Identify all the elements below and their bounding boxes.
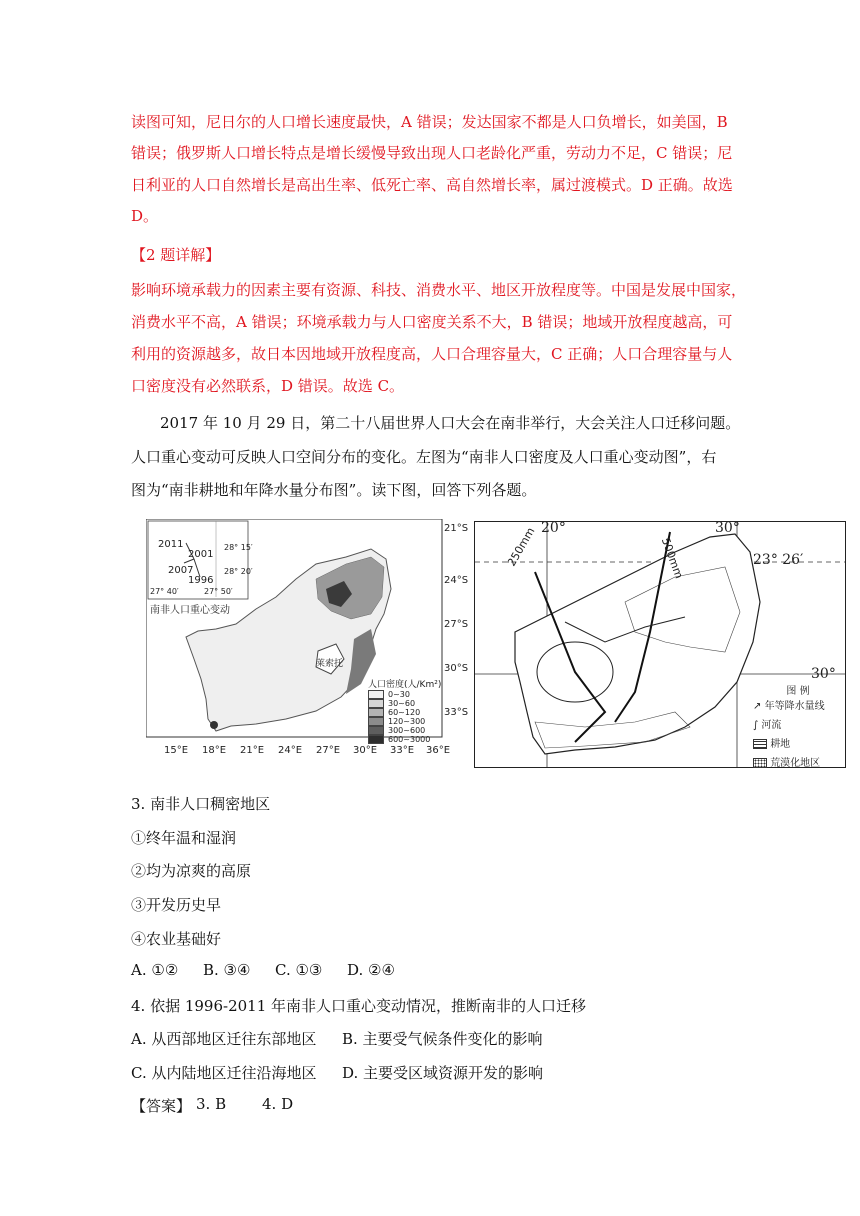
lon-label-15: 15°E <box>164 745 189 756</box>
inset-year-2001: 2001 <box>188 549 214 560</box>
inset-caption: 南非人口重心变动 <box>150 605 230 616</box>
legend-river <box>753 716 843 731</box>
density-legend-item <box>368 735 430 744</box>
rainfall-cropland-map <box>474 521 846 768</box>
inset-lat-1: 28° 15′ <box>224 543 253 552</box>
answer-4: 4. D <box>262 1095 294 1113</box>
q3-option-1: ①终年温和湿润 <box>131 829 237 847</box>
lon-label-27: 27°E <box>316 745 341 756</box>
q2-heading: 【2 题详解】 <box>131 246 221 264</box>
inset-lon-1: 27° 40′ <box>150 587 179 596</box>
cropland-legend-icon <box>753 739 767 749</box>
density-legend-label: 30~60 <box>388 699 416 708</box>
population-density-map <box>146 519 469 767</box>
density-legend-swatch <box>368 699 384 708</box>
density-legend-label: 300~600 <box>388 726 426 735</box>
legend-isohyet <box>753 697 843 712</box>
legend-desert-label: 荒漠化地区 <box>770 758 821 769</box>
explain-2-line-2: 消费水平不高，A 错误；环境承载力与人口密度关系不大，B 错误；地域开放程度越高，可 <box>131 313 733 331</box>
lesotho-label: 莱索托 <box>316 659 344 669</box>
lon-label-33: 33°E <box>390 745 415 756</box>
density-legend-swatch <box>368 726 384 735</box>
lon-label-20: 20° <box>541 520 566 536</box>
legend-desert <box>753 754 843 769</box>
lon-label-21: 21°E <box>240 745 265 756</box>
inset-year-2011: 2011 <box>158 539 184 550</box>
intro-line-1: 2017 年 10 月 29 日，第二十八届世界人口大会在南非举行，大会关注人口迁移问题。 <box>160 414 741 432</box>
legend-cropland <box>753 735 843 750</box>
inset-lon-2: 27° 50′ <box>204 587 233 596</box>
desert-legend-icon <box>753 758 767 768</box>
isohyet-500-label: 500mm <box>658 536 686 581</box>
density-legend-swatch <box>368 708 384 717</box>
density-legend-item <box>368 708 430 717</box>
lon-label-24: 24°E <box>278 745 303 756</box>
legend-cropland-label: 耕地 <box>770 739 791 750</box>
explain-1-line-2: 错误；俄罗斯人口增长特点是增长缓慢导致出现人口老龄化严重，劳动力不足，C 错误；尼 <box>131 144 733 162</box>
explain-1-line-1: 读图可知，尼日尔的人口增长速度最快，A 错误；发达国家不都是人口负增长，如美国，B <box>131 113 728 131</box>
density-legend-swatch <box>368 735 384 744</box>
lat-label-21: 21°S <box>444 523 469 534</box>
q3-choice-c: C. ①③ <box>275 961 323 979</box>
density-legend-swatch <box>368 690 384 699</box>
country-outline <box>515 534 760 754</box>
isohyet-250-label: 250mm <box>505 525 538 569</box>
answer-label: 【答案】 <box>131 1097 192 1115</box>
lat-30-label: 30° <box>811 666 836 682</box>
density-legend-item <box>368 690 430 699</box>
q4-choice-d: D. 主要受区域资源开发的影响 <box>342 1064 544 1082</box>
q3-option-3: ③开发历史早 <box>131 896 222 914</box>
density-legend-item <box>368 717 430 726</box>
q3-choice-b: B. ③④ <box>203 961 251 979</box>
lat-label-24: 24°S <box>444 575 469 586</box>
legend-river-label: 河流 <box>761 720 782 731</box>
q3-option-2: ②均为凉爽的高原 <box>131 862 252 880</box>
density-legend-item <box>368 699 430 708</box>
map-legend-title: 图 例 <box>786 686 810 697</box>
isohyet-legend-icon: ↗ <box>753 701 762 712</box>
explain-1-line-4: D。 <box>131 207 159 225</box>
density-legend-swatch <box>368 717 384 726</box>
q4-stem: 4. 依据 1996-2011 年南非人口重心变动情况，推断南非的人口迁移 <box>131 997 587 1015</box>
q4-choice-b: B. 主要受气候条件变化的影响 <box>342 1030 543 1048</box>
density-legend-label: 600~3000 <box>388 735 431 744</box>
lat-label-27: 27°S <box>444 619 469 630</box>
answer-3: 3. B <box>196 1095 227 1113</box>
tropic-label: 23° 26′ <box>753 552 804 568</box>
q3-option-4: ④农业基础好 <box>131 930 222 948</box>
density-legend-label: 120~300 <box>388 717 426 726</box>
density-legend-label: 0~30 <box>388 690 410 699</box>
river-legend-icon: ∫ <box>753 720 759 731</box>
map-legend <box>753 682 843 769</box>
density-legend-item <box>368 726 430 735</box>
inset-year-1996: 1996 <box>188 575 214 586</box>
lon-label-18: 18°E <box>202 745 227 756</box>
inset-lat-2: 28° 20′ <box>224 567 253 576</box>
density-legend-title: 人口密度(人/Km²) <box>368 680 442 690</box>
lat-label-33: 33°S <box>444 707 469 718</box>
q3-choice-d: D. ②④ <box>347 961 395 979</box>
density-legend <box>368 690 430 744</box>
inset-year-2007: 2007 <box>168 565 194 576</box>
explain-2-line-4: 口密度没有必然联系，D 错误。故选 C。 <box>131 377 405 395</box>
explain-2-line-3: 利用的资源越多，故日本因地域开放程度高，人口合理容量大，C 正确；人口合理容量与人 <box>131 345 733 363</box>
explain-1-line-3: 日利亚的人口自然增长是高出生率、低死亡率、高自然增长率，属过渡模式。D 正确。故选 <box>131 176 733 194</box>
legend-isohyet-label: 年等降水量线 <box>764 701 825 712</box>
q4-choice-c: C. 从内陆地区迁往沿海地区 <box>131 1064 317 1082</box>
q4-choice-a: A. 从西部地区迁往东部地区 <box>131 1030 317 1048</box>
lat-label-30: 30°S <box>444 663 469 674</box>
density-legend-label: 60~120 <box>388 708 421 717</box>
lon-label-30: 30°E <box>353 745 378 756</box>
explain-2-line-1: 影响环境承载力的因素主要有资源、科技、消费水平、地区开放程度等。中国是发展中国家， <box>131 281 747 299</box>
lon-label-30e: 30° <box>715 520 740 536</box>
intro-line-2: 人口重心变动可反映人口空间分布的变化。左图为“南非人口密度及人口重心变动图”，右 <box>131 448 717 466</box>
q3-choice-a: A. ①② <box>131 961 179 979</box>
q3-stem: 3. 南非人口稠密地区 <box>131 795 271 813</box>
lon-label-36: 36°E <box>426 745 451 756</box>
intro-line-3: 图为“南非耕地和年降水量分布图”。读下图，回答下列各题。 <box>131 481 537 499</box>
